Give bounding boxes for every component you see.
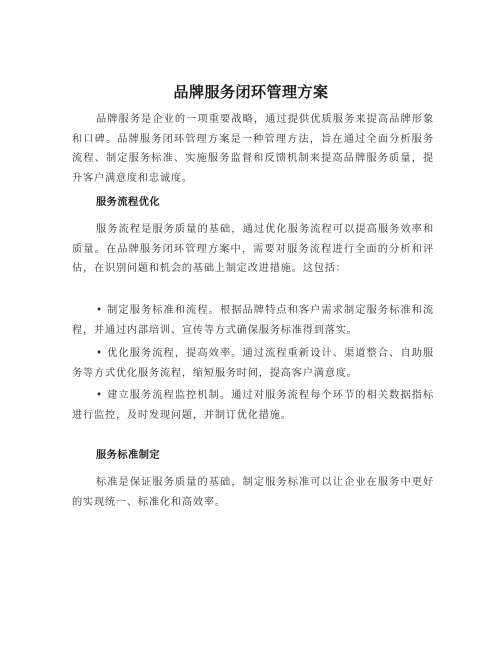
document-title: 品牌服务闭环管理方案 xyxy=(173,83,329,101)
bullet-item-efficiency: • 优化服务流程，提高效率。通过流程重新设计、渠道整合、自助服务等方式优化服务流程，缩短服务时间，提高客户满意度。 xyxy=(72,348,434,379)
bullet-item-monitoring: • 建立服务流程监控机制。通过对服务流程每个环节的相关数据指标进行监控，及时发现问题，并制订优化措施。 xyxy=(72,390,434,421)
section-heading-process: 服务流程优化 xyxy=(96,197,161,208)
intro-paragraph: 品牌服务是企业的一项重要战略，通过提供优质服务来提高品牌形象和口碑。品牌服务闭环管理方案是一种管理方法，旨在通过全面分析服务流程、制定服务标准、实施服务监督和反馈机制来提高品牌服务质量，提升客户满意度和忠诚度。 xyxy=(72,114,434,184)
process-paragraph: 服务流程是服务质量的基础，通过优化服务流程可以提高服务效率和质量。在品牌服务闭环管理方案中，需要对服务流程进行全面的分析和评估，在识别问题和机会的基础上制定改进措施。这包括： xyxy=(72,224,434,275)
bullet-item-standards: • 制定服务标准和流程。根据品牌特点和客户需求制定服务标准和流程，并通过内部培训、宣传等方式确保服务标准得到落实。 xyxy=(72,305,434,336)
standards-paragraph: 标准是保证服务质量的基础，制定服务标准可以让企业在服务中更好的实现统一、标准化和高效率。 xyxy=(72,477,434,508)
section-heading-standards: 服务标准制定 xyxy=(96,450,161,461)
